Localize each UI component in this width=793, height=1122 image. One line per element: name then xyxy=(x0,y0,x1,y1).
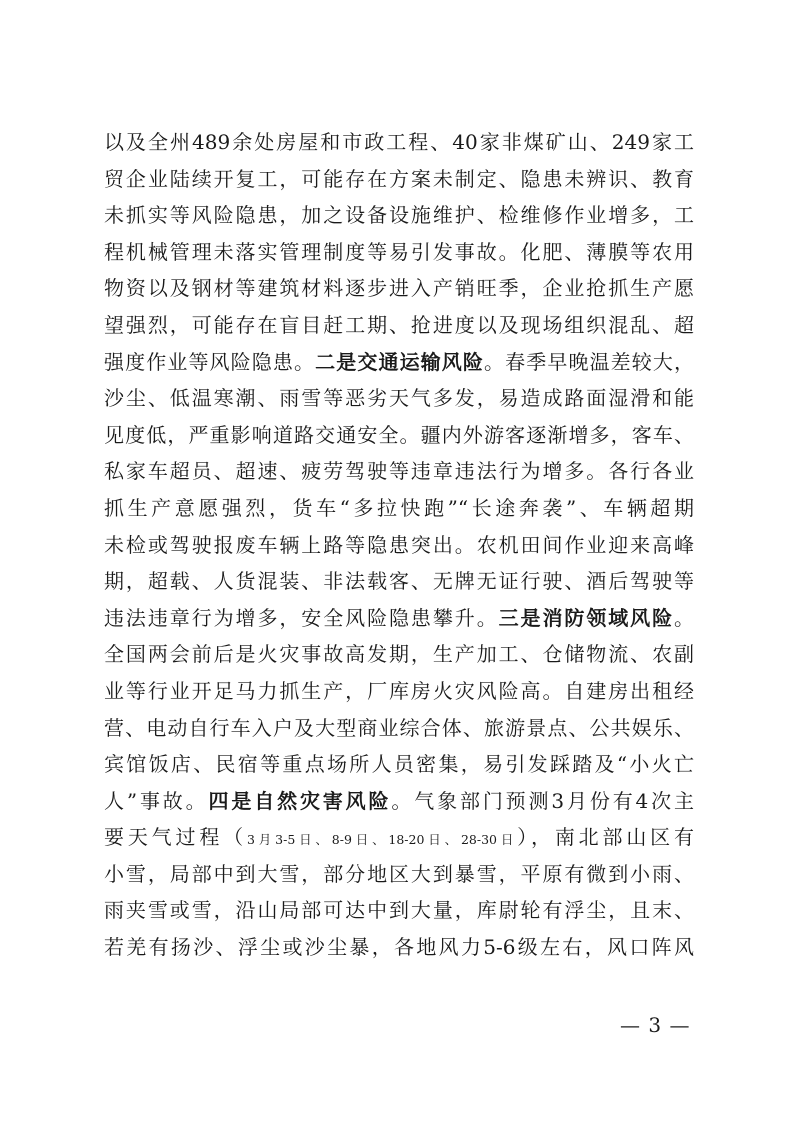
section-heading-traffic-risk: 二是交通运输风险 xyxy=(315,349,485,374)
text-line: 以及全州489余处房屋和市政工程、40家非煤矿山、249家工 xyxy=(104,130,694,154)
text-segment: 要天气过程（ xyxy=(104,825,248,850)
text-line: 营、电动自行车入户及大型商业综合体、旅游景点、公共娱乐、 xyxy=(104,715,694,740)
text-line: 未抓实等风险隐患，加之设备设施维护、检维修作业增多，工 xyxy=(104,203,694,228)
section-heading-natural-disaster-risk: 四是自然灾害风险 xyxy=(208,788,392,813)
text-line xyxy=(104,783,694,820)
text-line: 全国两会前后是火灾事故高发期，生产加工、仓储物流、农副 xyxy=(104,642,694,667)
text-line: 私家车超员、超速、疲劳驾驶等违章违法行为增多。各行各业 xyxy=(104,459,694,484)
text-line: 物资以及钢材等建筑材料逐步进入产销旺季，企业抢抓生产愿 xyxy=(104,276,694,301)
text-line: 雨夹雪或雪，沿山局部可达中到大量，库尉轮有浮尘，且末、 xyxy=(104,898,694,923)
text-line xyxy=(104,344,694,381)
body-text xyxy=(104,124,694,966)
text-line: 抓生产意愿强烈，货车“多拉快跑”“长途奔袭”、车辆超期 xyxy=(104,495,694,520)
text-segment: 。 xyxy=(674,605,694,630)
text-line: 小雪，局部中到大雪，部分地区大到暴雪，平原有微到小雨、 xyxy=(104,861,694,886)
text-line: 贸企业陆续开复工，可能存在方案未制定、隐患未辨识、教育 xyxy=(104,166,694,191)
text-segment: 。气象部门预测3月份有4次主 xyxy=(391,788,694,813)
text-segment: ），南北部山区有 xyxy=(517,825,694,850)
text-line: 期，超载、人货混装、非法载客、无牌无证行驶、酒后驾驶等 xyxy=(104,569,694,594)
text-segment: 人”事故。 xyxy=(104,788,209,813)
text-line: 宾馆饭店、民宿等重点场所人员密集，易引发踩踏及“小火亡 xyxy=(104,752,694,777)
section-heading-fire-risk: 三是消防领域风险 xyxy=(498,605,675,630)
text-segment: 强度作业等风险隐患。 xyxy=(104,349,316,374)
text-line xyxy=(104,819,694,856)
text-segment: 违法违章行为增多，安全风险隐患攀升。 xyxy=(104,605,499,630)
text-segment: 。春季早晚温差较大， xyxy=(484,349,694,374)
weather-dates-note: 3月3-5日、8-9日、18-20日、28-30日 xyxy=(247,832,518,848)
text-line xyxy=(104,600,694,637)
text-line: 若羌有扬沙、浮尘或沙尘暴，各地风力5-6级左右，风口阵风 xyxy=(104,935,694,960)
text-line: 业等行业开足马力抓生产，厂库房火灾风险高。自建房出租经 xyxy=(104,678,694,703)
text-line: 见度低，严重影响道路交通安全。疆内外游客逐渐增多，客车、 xyxy=(104,422,694,447)
text-line: 望强烈，可能存在盲目赶工期、抢进度以及现场组织混乱、超 xyxy=(104,312,694,337)
page-number: — 3 — xyxy=(620,1013,691,1037)
text-line: 未检或驾驶报废车辆上路等隐患突出。农机田间作业迎来高峰 xyxy=(104,532,694,557)
text-line: 程机械管理未落实管理制度等易引发事故。化肥、薄膜等农用 xyxy=(104,239,694,264)
text-line: 沙尘、低温寒潮、雨雪等恶劣天气多发，易造成路面湿滑和能 xyxy=(104,386,694,411)
